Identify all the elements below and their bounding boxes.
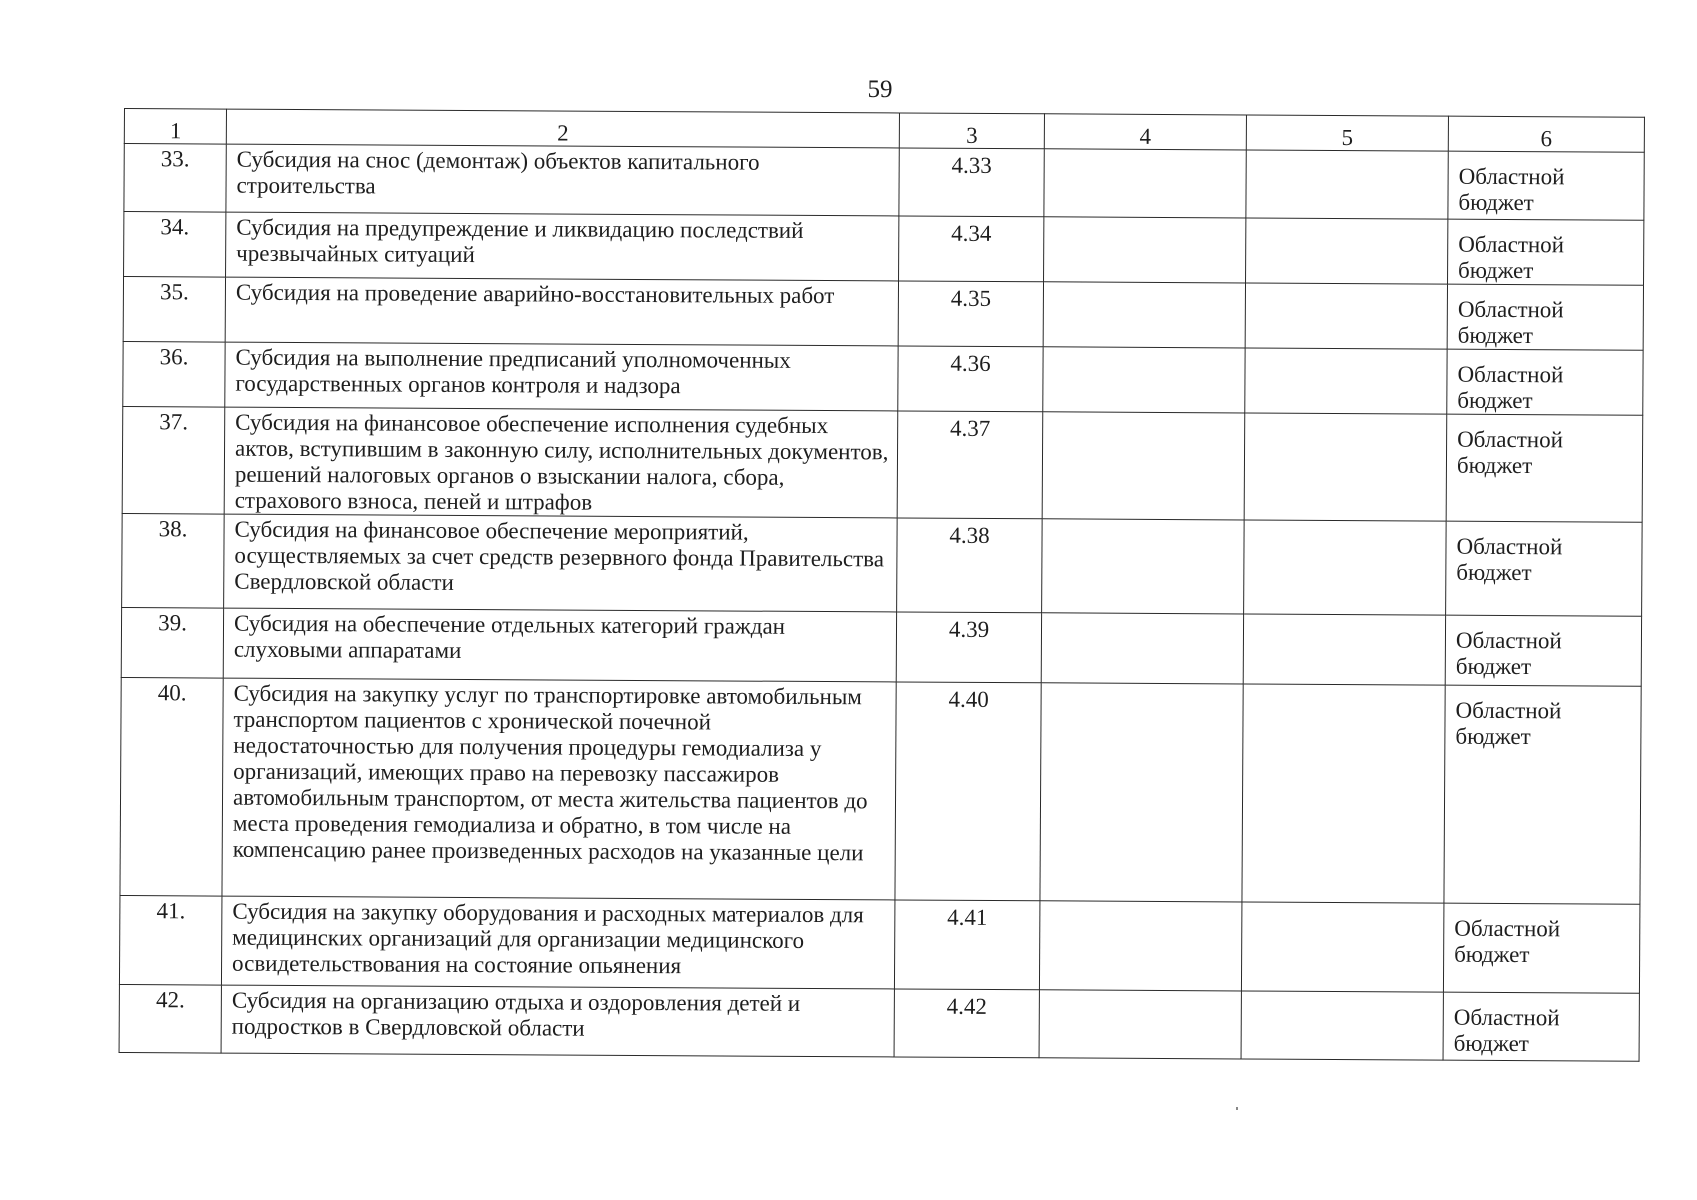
subsidy-name: Субсидия на выполнение предписаний уполномоченных государственных органов контроля и надзора [225, 342, 898, 411]
cell-col5 [1246, 150, 1448, 219]
table-row [120, 677, 1641, 904]
row-number: 42. [119, 984, 221, 1053]
funding-source: Областной бюджет [1443, 903, 1640, 993]
table-row [121, 607, 1641, 686]
row-number: 40. [120, 677, 223, 896]
funding-source: Областной бюджет [1448, 151, 1644, 220]
cell-col5 [1245, 348, 1447, 414]
cell-col5 [1244, 520, 1447, 615]
page-number: 59 [867, 76, 893, 103]
table-row [119, 984, 1639, 1061]
subsidy-name: Субсидия на проведение аварийно-восстановительных работ [225, 277, 898, 346]
row-number: 35. [123, 277, 225, 343]
column-header-5: 5 [1246, 115, 1448, 151]
funding-source: Областной бюджет [1444, 685, 1641, 904]
row-number: 38. [122, 513, 225, 608]
subsidy-code: 4.40 [895, 682, 1041, 901]
row-number: 37. [122, 406, 225, 514]
table-row [119, 895, 1639, 993]
subsidy-code: 4.39 [896, 612, 1041, 683]
subsidy-code: 4.38 [897, 518, 1043, 613]
subsidy-name: Субсидия на организацию отдыха и оздоровления детей и подростков в Свердловской области [221, 985, 894, 1057]
funding-source: Областной бюджет [1447, 284, 1643, 350]
cell-col4 [1039, 990, 1241, 1059]
funding-source: Областной бюджет [1446, 521, 1643, 616]
scan-speck [1236, 1107, 1238, 1110]
subsidies-table [119, 108, 1645, 1062]
funding-source: Областной бюджет [1445, 615, 1641, 686]
funding-source: Областной бюджет [1447, 349, 1643, 415]
subsidy-name: Субсидия на снос (демонтаж) объектов капитального строительства [226, 144, 899, 216]
column-header-1: 1 [124, 109, 226, 145]
row-number: 36. [123, 341, 225, 407]
cell-col5 [1245, 283, 1447, 349]
cell-col4 [1042, 519, 1245, 614]
funding-source: Областной бюджет [1443, 992, 1639, 1061]
subsidy-code: 4.36 [898, 346, 1043, 412]
subsidy-code: 4.35 [898, 281, 1043, 347]
cell-col5 [1241, 991, 1443, 1060]
subsidy-code: 4.37 [897, 411, 1043, 519]
subsidy-name: Субсидия на предупреждение и ликвидацию последствий чрезвычайных ситуаций [226, 212, 899, 281]
cell-col5 [1246, 218, 1448, 284]
funding-source: Областной бюджет [1448, 219, 1644, 285]
cell-col5 [1242, 684, 1445, 903]
subsidy-code: 4.33 [899, 148, 1044, 217]
funding-source: Областной бюджет [1446, 414, 1643, 522]
column-header-2: 2 [226, 109, 899, 148]
cell-col4 [1039, 901, 1242, 991]
subsidy-name: Субсидия на обеспечение отдельных категорий граждан слуховыми аппаратами [223, 608, 896, 682]
table-row [122, 513, 1643, 616]
cell-col4 [1043, 347, 1245, 413]
row-number: 39. [121, 607, 223, 678]
column-header-4: 4 [1044, 114, 1246, 150]
table-row [124, 212, 1644, 286]
cell-col4 [1043, 282, 1245, 348]
subsidy-name: Субсидия на финансовое обеспечение мероприятий, осуществляемых за счет средств резервного фонда Правительства Свердловской области [224, 514, 898, 612]
cell-col4 [1044, 217, 1246, 283]
subsidy-name: Субсидия на закупку услуг по транспортировке автомобильным транспортом пациентов с хронической почечной недостаточностью для получения процедуры гемодиализа у организаций, имеющих право на перевозку пассажиров автомобильным транспортом, от места жительства пациентов до места проведения гемодиализа и обратно, в том числе на компенсацию ранее произведенных расходов на указанные цели [222, 678, 896, 900]
column-header-6: 6 [1448, 116, 1644, 152]
row-number: 34. [124, 212, 226, 278]
table-row [123, 341, 1643, 415]
subsidy-name: Субсидия на закупку оборудования и расходных материалов для медицинских организаций для организации медицинского освидетельствования на состояние опьянения [221, 896, 895, 989]
subsidy-code: 4.42 [894, 989, 1039, 1058]
row-number: 33. [124, 144, 226, 213]
cell-col4 [1044, 149, 1246, 218]
table-row [122, 406, 1643, 522]
table-row [124, 144, 1644, 221]
row-number: 41. [119, 895, 222, 985]
subsidy-name: Субсидия на финансовое обеспечение исполнения судебных актов, вступившим в законную силу, исполнительных документов, решений налоговых органов о взыскании налога, сбора, страхового взноса, пеней и штрафов [224, 407, 898, 518]
subsidy-code: 4.41 [894, 900, 1040, 990]
table-row [123, 277, 1643, 351]
cell-col4 [1041, 613, 1243, 684]
cell-col5 [1243, 614, 1445, 685]
subsidy-code: 4.34 [899, 216, 1044, 282]
cell-col5 [1241, 902, 1444, 992]
cell-col4 [1040, 683, 1243, 902]
cell-col4 [1042, 412, 1245, 520]
column-header-3: 3 [899, 113, 1044, 149]
cell-col5 [1244, 413, 1447, 521]
